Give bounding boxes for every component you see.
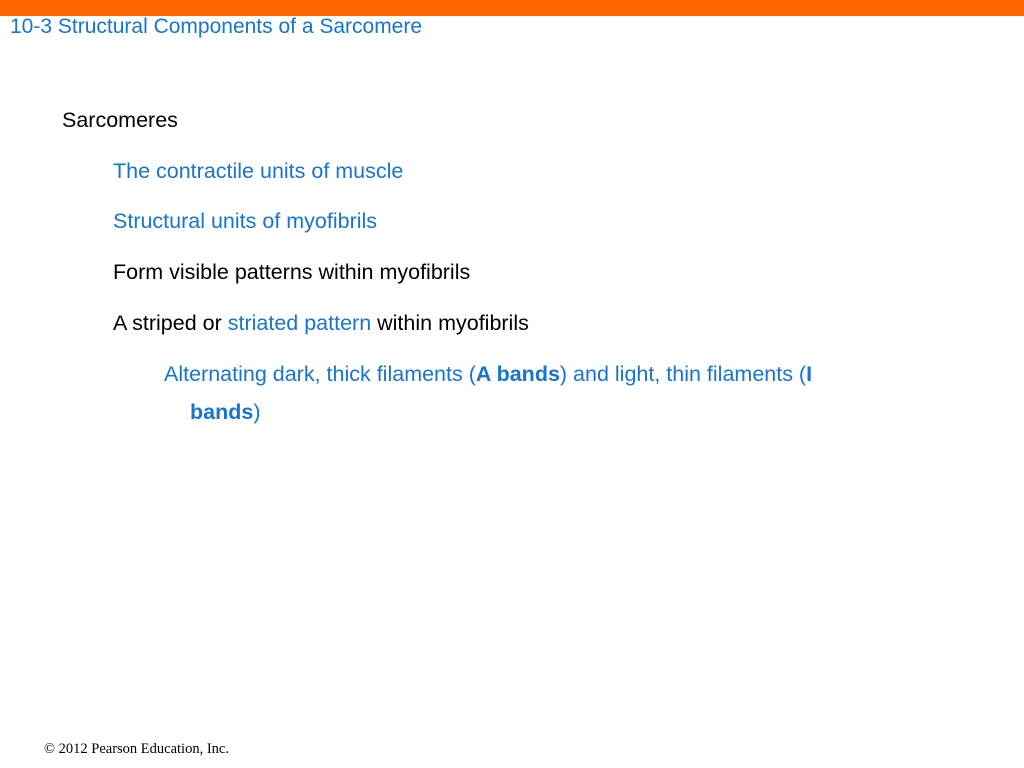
bullet-striated-part1: A striped or <box>113 311 228 335</box>
bullet-striated-part3: within myofibrils <box>371 311 529 335</box>
alternating-part3: ) and light, thin filaments ( <box>559 362 807 386</box>
i-bands-term-start: I <box>806 362 813 386</box>
alternating-part6: ) <box>253 400 261 424</box>
bullet-structural-units: Structural units of myofibrils <box>113 209 378 233</box>
alternating-line-2 <box>164 393 954 431</box>
bullet-contractile-units: The contractile units of muscle <box>113 159 404 183</box>
bullet-striated-pattern <box>113 304 529 342</box>
alternating-part1: Alternating dark, thick filaments ( <box>164 362 476 386</box>
slide-title: 10-3 Structural Components of a Sarcomere <box>10 15 423 38</box>
a-bands-term: A bands <box>475 362 560 386</box>
alternating-line-1 <box>164 355 954 393</box>
bullet-alternating-filaments <box>164 355 954 431</box>
bullet-sarcomeres: Sarcomeres <box>62 108 178 132</box>
striated-pattern-term: striated pattern <box>227 311 372 335</box>
bullet-visible-patterns: Form visible patterns within myofibrils <box>113 260 471 284</box>
i-bands-term-end: bands <box>190 400 254 424</box>
copyright-footer: © 2012 Pearson Education, Inc. <box>44 741 229 757</box>
